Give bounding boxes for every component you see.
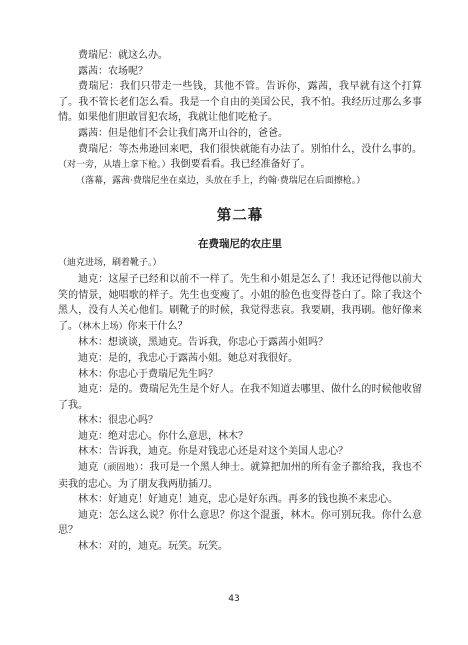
dialogue-line: 林木：很忠心吗？	[78, 415, 158, 427]
dialogue-text: 你来干什么？	[127, 320, 188, 332]
dialogue-line: 迪克：怎么这么说？你什么意思？你这个混蛋，林木。你可别玩我。你什么意思？	[58, 509, 422, 537]
dialogue-line: 露茜：但是他们不会让我们离开山谷的，爸爸。	[78, 127, 288, 139]
stage-direction-curtain: （落幕，露茜·费瑞尼坐在桌边，头放在手上，约翰·费瑞尼在后面擦枪。）	[76, 175, 366, 186]
dialogue-line: 迪克：绝对忠心。你什么意思，林木？	[78, 430, 248, 442]
dialogue-line: 林木：好迪克！好迪克！迪克，忠心是好东西。再多的钱也换不来忠心。	[78, 494, 398, 506]
stage-direction: （对一旁，从墙上拿下枪。）	[58, 160, 171, 171]
dialogue-line: 林木：告诉我，迪克。你是对钱忠心还是对这个美国人忠心？	[78, 446, 348, 458]
body-text	[58, 48, 422, 555]
dialogue-text: 我倒要看看。我已经准备好了。	[170, 159, 311, 171]
page-number: 43	[228, 594, 240, 604]
dialogue-text: 迪克：这屋子已经和以前不一样了。先生和小姐是怎么了！我还记得他以前大笑的情景，她唱歌的样子。先生也变瘦了。小姐的脸色也变得苍白了。除了我这个黑人，没有人关心他们。刷靴子的时候，我觉得悲哀。我要刷，我再刷。他好像来了。	[58, 273, 422, 332]
act-title: 第二幕	[216, 208, 264, 225]
dialogue-line: 露茜：农场呢？	[78, 65, 148, 77]
speaker-name: 迪克	[78, 462, 99, 474]
dialogue-line	[58, 272, 422, 335]
stage-direction: （顽固地）	[98, 463, 140, 474]
dialogue-line: 林木：想谈谈，黑迪克。告诉我，你忠心于露茜小姐吗？	[78, 337, 328, 349]
stage-direction-open: （迪克进场，刷着靴子。）	[58, 258, 162, 269]
dialogue-line	[58, 142, 422, 174]
dialogue-line: 林木：你忠心于费瑞尼先生吗？	[78, 368, 218, 380]
dialogue-line	[58, 460, 422, 492]
dialogue-line: 林木：对的，迪克。玩笑。玩笑。	[78, 541, 228, 553]
dialogue-text: 费瑞尼：等杰弗逊回来吧，我们很快就能有办法了。别怕什么，没什么事的。	[78, 143, 422, 155]
dialogue-line: 费瑞尼：就这么办。	[78, 50, 168, 61]
dialogue-line: 迪克：是的，我忠心于露茜小姐。她总对我很好。	[78, 352, 298, 364]
dialogue-text: ：我可是一个黑人绅士。就算把加州的所有金子都给我，我也不卖我的忠心。为了朋友我两肋插刀。	[58, 462, 423, 490]
dialogue-line: 迪克：是的。费瑞尼先生是个好人。在我不知道去哪里、做什么的时候他收留了我。	[58, 384, 422, 411]
scene-title: 在费瑞尼的农庄里	[198, 238, 282, 251]
stage-direction: （林木上场）	[78, 321, 128, 332]
dialogue-line: 费瑞尼：我们只带走一些钱，其他不管。告诉你，露茜，我早就有这个打算了。我不管长老们怎么看。我是一个自由的美国公民，我不怕。我经历过那么多事情。如果他们胆敢冒犯农场，我就让他们吃枪子。	[58, 81, 422, 124]
